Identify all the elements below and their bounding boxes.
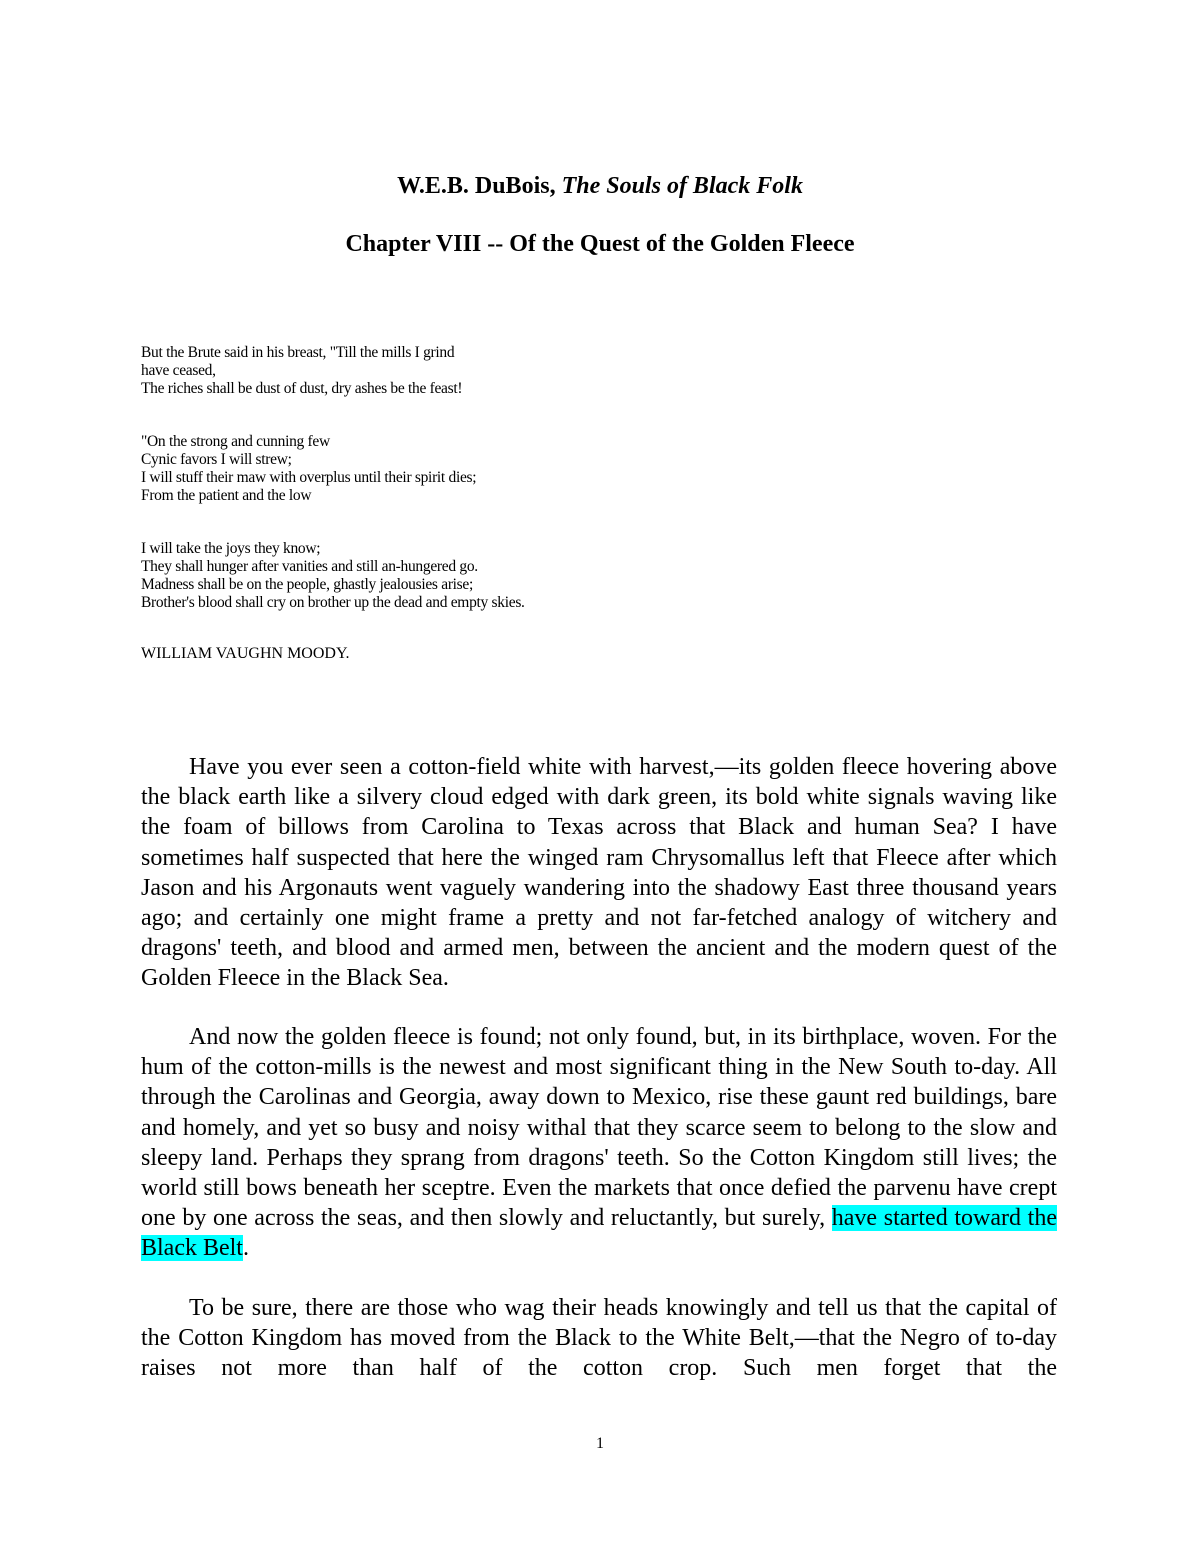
body-paragraph-3: To be sure, there are those who wag their heads knowingly and tell us that the capital of the Cotton Kingdom has moved from the Black to the White Belt,—that the Negro of to-day raises not more than half of the cotton crop. Such men forget that the [141,1295,1057,1382]
epigraph-line: I will stuff their maw with overplus until their spirit dies; [141,469,477,486]
author-name: W.E.B. DuBois, [397,173,556,199]
epigraph-line: I will take the joys they know; [141,540,321,557]
highlighted-text: have started toward the Black Belt [141,1205,1057,1262]
page-number: 1 [596,1435,604,1452]
epigraph-line: They shall hunger after vanities and still an-hungered go. [141,558,478,575]
epigraph-stanza-1 [141,344,462,398]
body-paragraph-1: Have you ever seen a cotton-field white with harvest,—its golden fleece hovering above the black earth like a silvery cloud edged with dark green, its bold white signals waving like the foam of billows from Carolina to Texas across that Black and human Sea? I have sometimes half suspected that here the winged ram Chrysomallus left that Fleece after which Jason and his Argonauts went vaguely wandering into the shadowy East three thousand years ago; and certainly one might frame a pretty and not far-fetched analogy of witchery and dragons' teeth, and blood and armed men, between the ancient and the modern quest of the Golden Fleece in the Black Sea. [141,754,1057,992]
paragraph-text: . [242,1235,249,1262]
epigraph-line: But the Brute said in his breast, "Till the mills I grind [141,344,455,361]
paragraph-text: And now the golden fleece is found; not only found, but, in its birthplace, woven. For the hum of the cotton-mills is the newest and most significant thing in the New South to-day. All through the Carolinas and Georgia, away down to Mexico, rise these gaunt red buildings, bare and homely, and yet so busy and noisy withal that they scarce seem to belong to the slow and sleepy land. Perhaps they sprang from dragons' teeth. So the Cotton Kingdom still lives; the world still bows beneath her sceptre. Even the markets that once defied the parvenu have crept one by one across the seas, and then slowly and reluctantly, but surely, [141,1024,1057,1232]
epigraph-stanza-3 [141,540,525,612]
epigraph-line: Brother's blood shall cry on brother up the dead and empty skies. [141,594,525,611]
book-heading [0,172,1200,200]
epigraph-stanza-2 [141,433,476,505]
epigraph-line: The riches shall be dust of dust, dry ashes be the feast! [141,380,463,397]
epigraph-line: From the patient and the low [141,487,312,504]
book-title: The Souls of Black Folk [561,173,803,199]
chapter-title: Chapter VIII -- Of the Quest of the Golden Fleece [345,231,855,257]
epigraph-line: Cynic favors I will strew; [141,451,292,468]
body-paragraph-2 [141,1022,1057,1264]
epigraph-line: Madness shall be on the people, ghastly jealousies arise; [141,576,473,593]
epigraph-attribution: WILLIAM VAUGHN MOODY. [141,645,350,662]
epigraph-line: "On the strong and cunning few [141,433,330,450]
epigraph-line: have ceased, [141,362,216,379]
